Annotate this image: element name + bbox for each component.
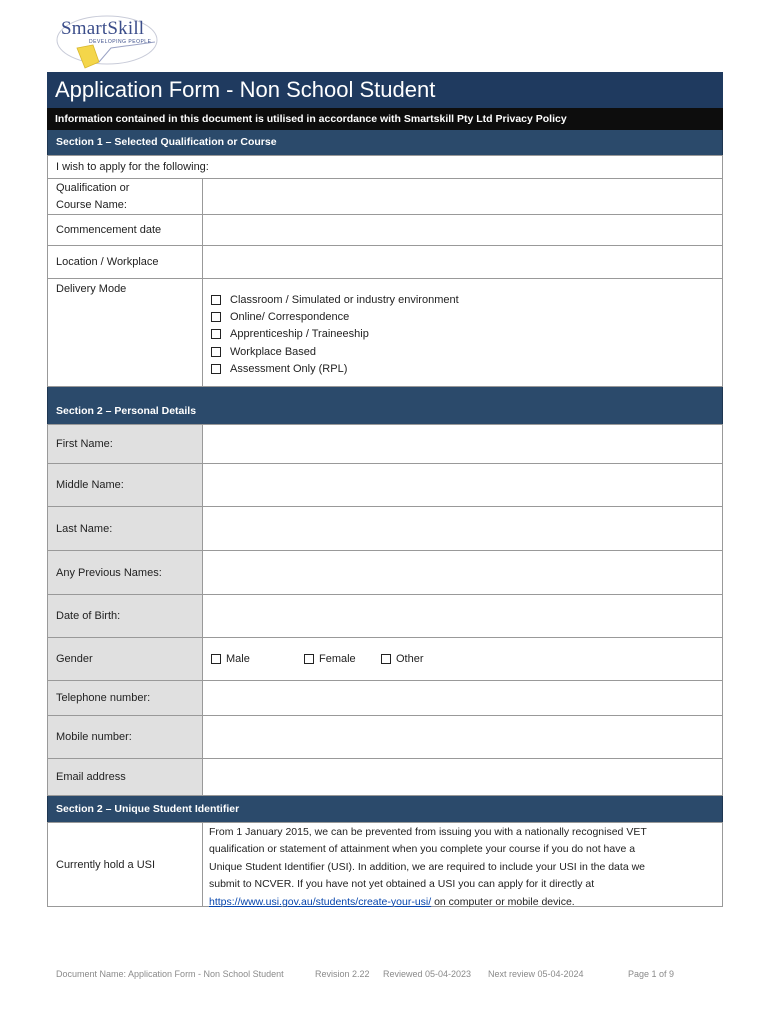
qualification-label: Qualification or Course Name:: [48, 179, 203, 214]
qualification-field[interactable]: [203, 179, 722, 214]
delivery-label: Delivery Mode: [48, 279, 203, 386]
last-name-label: Last Name:: [48, 507, 203, 550]
usi-description: From 1 January 2015, we can be prevented from issuing you with a nationally recognised VET qualification or statement of attainment when you complete your course if you do not have a Unique Student Identifier (USI). In addition, we are required to include your USI in the data we submit to NCVER. If you have not yet obtained a USI you can apply for it directly at https://www.usi.gov.au/students/create-your-usi/ on computer or mobile device.: [209, 826, 647, 908]
gender-row: [47, 638, 723, 681]
mobile-row: [47, 716, 723, 759]
middle-name-row: [47, 464, 723, 507]
delivery-option-classroom[interactable]: Classroom / Simulated or industry environment: [211, 291, 722, 308]
checkbox-icon[interactable]: [211, 295, 221, 305]
gender-option-other[interactable]: Other: [381, 653, 424, 665]
section-3-heading: Section 2 – Unique Student Identifier: [47, 796, 723, 822]
usi-link[interactable]: https://www.usi.gov.au/students/create-your-usi/: [209, 895, 432, 908]
middle-name-label: Middle Name:: [48, 464, 203, 506]
delivery-option-rpl[interactable]: Assessment Only (RPL): [211, 360, 722, 377]
footer-document-name: Document Name: Application Form - Non School Student: [56, 969, 284, 979]
gender-options: [203, 638, 722, 680]
previous-names-label: Any Previous Names:: [48, 551, 203, 594]
section-1-heading: Section 1 – Selected Qualification or Course: [47, 130, 723, 155]
last-name-row: [47, 507, 723, 551]
commencement-row: [47, 215, 723, 246]
dob-label: Date of Birth:: [48, 595, 203, 637]
last-name-field[interactable]: [203, 507, 722, 550]
commencement-field[interactable]: [203, 215, 722, 245]
mobile-field[interactable]: [203, 716, 722, 758]
smartskill-logo: [55, 12, 165, 70]
checkbox-icon[interactable]: [211, 312, 221, 322]
gender-label: Gender: [48, 638, 203, 680]
checkbox-icon[interactable]: [381, 654, 391, 664]
gender-option-male[interactable]: Male: [211, 653, 304, 665]
email-field[interactable]: [203, 759, 722, 795]
location-row: [47, 246, 723, 279]
footer-page-number: Page 1 of 9: [628, 969, 675, 979]
qualification-row: [47, 179, 723, 215]
location-label: Location / Workplace: [48, 246, 203, 278]
checkbox-icon[interactable]: [304, 654, 314, 664]
mobile-label: Mobile number:: [48, 716, 203, 758]
location-field[interactable]: [203, 246, 722, 278]
intro-text: I wish to apply for the following:: [56, 161, 209, 173]
checkbox-icon[interactable]: [211, 654, 221, 664]
section-2-heading: Section 2 – Personal Details: [47, 399, 723, 424]
delivery-option-apprenticeship[interactable]: Apprenticeship / Traineeship: [211, 326, 722, 343]
email-row: [47, 759, 723, 796]
page-footer: [56, 969, 696, 983]
delivery-row: [47, 279, 723, 387]
telephone-row: [47, 681, 723, 716]
privacy-notice: Information contained in this document is utilised in accordance with Smartskill Pty Ltd Privacy Policy: [47, 108, 723, 130]
section-divider: [47, 387, 723, 399]
delivery-options: [203, 279, 722, 386]
first-name-label: First Name:: [48, 425, 203, 463]
middle-name-field[interactable]: [203, 464, 722, 506]
first-name-field[interactable]: [203, 425, 722, 463]
checkbox-icon[interactable]: [211, 364, 221, 374]
logo-name: SmartSkill: [61, 18, 145, 39]
commencement-label: Commencement date: [48, 215, 203, 245]
previous-names-field[interactable]: [203, 551, 722, 594]
delivery-option-online[interactable]: Online/ Correspondence: [211, 308, 722, 325]
footer-revision: Revision 2.22: [315, 969, 370, 979]
form-title: Application Form - Non School Student: [47, 72, 723, 108]
telephone-field[interactable]: [203, 681, 722, 715]
checkbox-icon[interactable]: [211, 347, 221, 357]
first-name-row: [47, 424, 723, 464]
dob-row: [47, 595, 723, 638]
delivery-option-workplace[interactable]: Workplace Based: [211, 343, 722, 360]
footer-next-review: Next review 05-04-2024: [488, 969, 584, 979]
footer-reviewed: Reviewed 05-04-2023: [383, 969, 472, 979]
usi-label: Currently hold a USI: [48, 823, 203, 906]
previous-names-row: [47, 551, 723, 595]
logo-tagline: DEVELOPING PEOPLE: [89, 39, 152, 45]
intro-row: [47, 155, 723, 179]
gender-option-female[interactable]: Female: [304, 653, 381, 665]
dob-field[interactable]: [203, 595, 722, 637]
email-label: Email address: [48, 759, 203, 795]
application-form: [47, 72, 723, 907]
usi-row: [47, 822, 723, 907]
checkbox-icon[interactable]: [211, 329, 221, 339]
telephone-label: Telephone number:: [48, 681, 203, 715]
